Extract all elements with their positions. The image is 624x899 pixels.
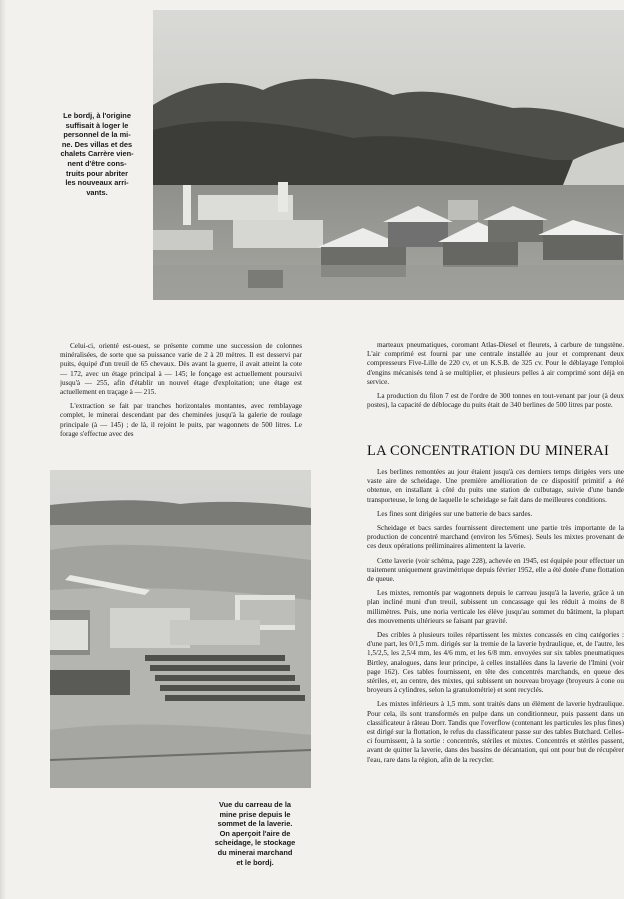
- paragraph: Les mixtes inférieurs à 1,5 mm. sont traités dans un élément de laverie hydraulique. Pour cela, ils sont transformés en pulpe dans un conditionneur, puis passent dans un classificateur à râteau Dorr. Tandis que l'overflow (contenant les particules les plus fines) est dirigé sur la flottation, le refus du classificateur passe sur des tables Butchard. Celles-ci fournissent, à la sortie : concentrés, stériles et mixtes. Concentrés et stériles passent, avant de quitter la laverie, dans des bassins de décantation, qui ont pour but de récupérer l'eau, rare dans la région, afin de la recycler.: [367, 700, 624, 764]
- photo-bordj-mountains: [153, 10, 624, 300]
- page-edge: [0, 0, 6, 899]
- paragraph: La production du filon 7 est de l'ordre de 300 tonnes en tout-venant par jour (à deux postes), la capacité de déblocage du puits était de 340 berlines de 500 litres par poste.: [367, 392, 624, 410]
- paragraph: Les fines sont dirigées sur une batterie de bacs sardes.: [377, 509, 533, 518]
- right-column-top-text: [367, 341, 624, 436]
- paragraph: Scheidage et bacs sardes fournissent directement une partie très importante de la production de concentré marchand (environ les 5/6mes). Seuls les mixtes provenant de ces deux opérations préliminaires alimentent la laverie.: [367, 524, 624, 551]
- paragraph: Les berlines remontées au jour étaient jusqu'à ces derniers temps dirigées vers une vaste aire de scheidage. Une première amélioration de ce dispositif primitif a été obtenue, en installant à côté du puits une station de culbutage, suivie d'une bande transporteuse, le long de laquelle le scheidage se fait dans de meilleures conditions.: [367, 468, 624, 504]
- caption-bottom-photo: Vue du carreau de la mine prise depuis le sommet de la laverie. On aperçoit l'aire de scheidage, le stockage du minerai marchand et le bordj.: [214, 800, 296, 867]
- paragraph: marteaux pneumatiques, coromant Atlas-Diesel et fleurets, à carbure de tungstène. L'air comprimé est fourni par une centrale installée au jour et comprenant deux compresseurs Five-Lille de 220 cv, et un K.S.B. de 325 cv. Pour le déblayage l'emploi d'engins mécanisés tend à se multiplier, et plusieurs pelles à air comprimé sont déjà en service.: [367, 341, 624, 386]
- photo-mine-site-aerial: [50, 470, 311, 788]
- right-column-main-text: [367, 468, 624, 896]
- paragraph: Les mixtes, remontés par wagonnets depuis le carreau jusqu'à la laverie, grâce à un plan incliné muni d'un treuil, subissent un concassage qui les réduit à moins de 8 millimètres. Puis, une noria verticale les élève jusqu'au sommet du bâtiment, la plupart des mouvements ultérieurs se faisant par gravité.: [367, 589, 624, 625]
- left-column-text: [60, 342, 302, 454]
- paragraph: Celui-ci, orienté est-ouest, se présente comme une succession de colonnes minéralisées, de sorte que sa puissance varie de 2 à 20 mètres. Il est desservi par puits, équipé d'un treuil de 65 chevaux. Dès avant la guerre, il avait atteint la cote — 172, avec un étage principal à — 145; le fonçage est actuellement poursuivi jusqu'à — 255, afin d'établir un nouvel étage d'exploitation; une étage est actuellement en traçage à — 215.: [60, 342, 302, 397]
- section-heading: LA CONCENTRATION DU MINERAI: [367, 443, 610, 459]
- paragraph: L'extraction se fait par tranches horizontales montantes, avec remblayage complet, le minerai descendant par des cheminées jusqu'à la galerie de roulage principale (à — 145) ; de là, il rejoint le puits, par wagonnets de 500 litres. Le forage s'effectue avec des: [60, 402, 302, 438]
- paragraph: Cette laverie (voir schéma, page 228), achevée en 1945, est équipée pour effectuer un traitement uniquement gravimétrique depuis février 1952, elle a été dotée d'une flottation de queue.: [367, 556, 624, 584]
- caption-top-photo: Le bordj, à l'origine suffisait à loger le personnel de la mi- ne. Des villas et des chalets Carrère vien- nent d'être cons- truits pour abriter les nouveaux arri- vants.: [60, 111, 134, 197]
- paragraph: Des cribles à plusieurs toiles répartissent les mixtes concassés en cinq catégories : d'une part, les 0/1,5 mm. dirigés sur la tremie de la laverie hydraulique, et, de l'autre, les 1,5/2,5, les 2,5/4 mm, les 4/6 mm, et les 6/8 mm. envoyées sur six tables pneumatiques Birtley, analogues, dans leur principe, à celles installées dans la laverie de l'Imini (voir page 162). Ces tables fournissent, en tête des concentrés marchands, en queue des stériles, et, au centre, des mixtes, qui subissent un nouveau broyage (broyeurs à cone ou broyeurs à cylindres, selon la granulométrie) et sont recyclés.: [367, 631, 624, 695]
